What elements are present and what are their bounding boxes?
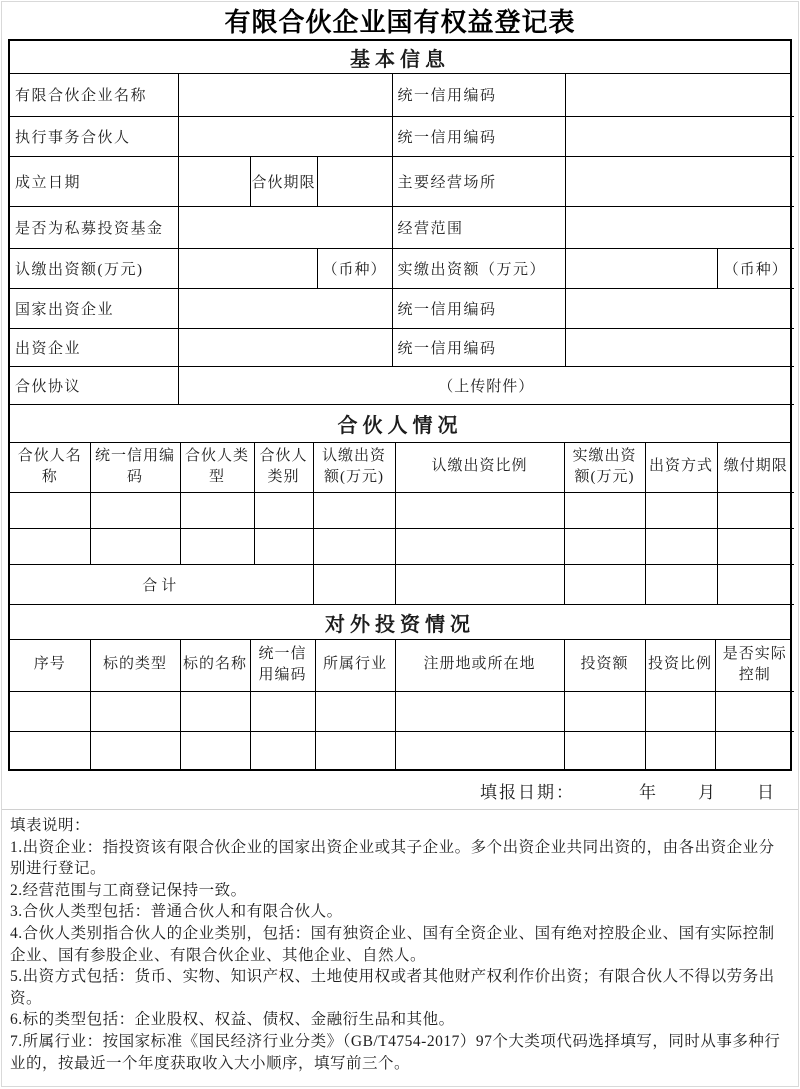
investment-industry-header: 所属行业 (315, 640, 395, 691)
partner-row (10, 529, 794, 565)
credit-code-label: 统一信用编码 (392, 116, 565, 156)
partner-total-cell[interactable] (395, 565, 564, 605)
investment-seq-header: 序号 (10, 640, 90, 691)
executive-credit-code-field[interactable] (565, 116, 794, 156)
company-name-label: 有限合伙企业名称 (10, 74, 178, 116)
section-investments-title: 对外投资情况 (10, 605, 790, 640)
investment-cell[interactable] (180, 691, 250, 731)
paid-capital-label: 实缴出资额（万元） (392, 248, 565, 288)
partner-cell[interactable] (254, 493, 313, 529)
paid-currency-label: （币种） (717, 248, 794, 288)
investment-cell[interactable] (564, 691, 645, 731)
instruction-item: 3.合伙人类型包括：普通合伙人和有限合伙人。 (10, 903, 343, 921)
subscribed-currency-label: （币种） (317, 248, 392, 288)
registration-form (8, 39, 792, 771)
page-title: 有限合伙企业国有权益登记表 (224, 8, 576, 37)
partner-total-cell[interactable] (313, 565, 395, 605)
investment-cell[interactable] (564, 731, 645, 769)
investment-cell[interactable] (90, 691, 180, 731)
filling-instructions (2, 810, 798, 1080)
credit-code-label: 统一信用编码 (392, 328, 565, 366)
is-private-fund-label: 是否为私募投资基金 (10, 206, 178, 248)
partner-type-header: 合伙人类型 (180, 443, 254, 493)
upload-attachment-field[interactable]: （上传附件） (178, 366, 794, 404)
partner-cell[interactable] (395, 529, 564, 565)
partner-total-cell[interactable] (645, 565, 717, 605)
month-label[interactable]: 月 (698, 782, 717, 802)
partner-cell[interactable] (180, 529, 254, 565)
investment-target-name-header: 标的名称 (180, 640, 250, 691)
executive-partner-label: 执行事务合伙人 (10, 116, 178, 156)
partners-total-row (10, 565, 794, 605)
establish-date-field[interactable] (178, 156, 250, 206)
partnership-term-field[interactable] (317, 156, 392, 206)
partner-cell[interactable] (313, 493, 395, 529)
partner-category-header: 合伙人类别 (254, 443, 313, 493)
partner-cell[interactable] (645, 493, 717, 529)
state-funded-enterprise-label: 国家出资企业 (10, 288, 178, 328)
partner-cell[interactable] (254, 529, 313, 565)
instruction-item: 1.出资企业：指投资该有限合伙企业的国家出资企业或其子企业。多个出资企业共同出资的，由各出资企业分别进行登记。 (10, 838, 775, 878)
investment-cell[interactable] (10, 691, 90, 731)
main-place-label: 主要经营场所 (392, 156, 565, 206)
investment-cell[interactable] (395, 731, 564, 769)
partner-cell[interactable] (395, 493, 564, 529)
investment-row (10, 691, 794, 731)
business-scope-label: 经营范围 (392, 206, 565, 248)
instruction-item: 6.标的类型包括：企业股权、权益、债权、金融衍生品和其他。 (10, 1011, 455, 1029)
partners-header-row (10, 443, 794, 493)
row-establish-date (10, 156, 794, 206)
investor-credit-code-field[interactable] (565, 328, 794, 366)
year-label[interactable]: 年 (639, 782, 658, 802)
day-label[interactable]: 日 (757, 782, 776, 802)
investment-cell[interactable] (180, 731, 250, 769)
investment-location-header: 注册地或所在地 (395, 640, 564, 691)
business-scope-field[interactable] (565, 206, 794, 248)
partner-subscribed-ratio-header: 认缴出资比例 (395, 443, 564, 493)
investment-cell[interactable] (90, 731, 180, 769)
partner-total-cell[interactable] (717, 565, 794, 605)
investment-cell[interactable] (395, 691, 564, 731)
establish-date-label: 成立日期 (10, 156, 178, 206)
partner-cell[interactable] (180, 493, 254, 529)
main-place-field[interactable] (565, 156, 794, 206)
section-basic-info-title: 基本信息 (10, 41, 790, 74)
is-private-fund-field[interactable] (178, 206, 392, 248)
partner-cell[interactable] (717, 529, 794, 565)
row-executive-partner (10, 116, 794, 156)
partner-subscribed-header: 认缴出资额(万元) (313, 443, 395, 493)
credit-code-label: 统一信用编码 (392, 74, 565, 116)
investment-cell[interactable] (315, 691, 395, 731)
partners-table (10, 443, 794, 606)
instruction-item: 5.出资方式包括：货币、实物、知识产权、土地使用权或者其他财产权利作价出资；有限合伙人不得以劳务出资。 (10, 968, 775, 1007)
row-private-fund (10, 206, 794, 248)
investments-table (10, 640, 794, 769)
partner-cell[interactable] (90, 493, 180, 529)
investment-cell[interactable] (315, 731, 395, 769)
investment-credit-code-header: 统一信用编码 (250, 640, 315, 691)
row-state-funded (10, 288, 794, 328)
investment-row (10, 731, 794, 769)
investment-cell[interactable] (715, 691, 794, 731)
instruction-item: 2.经营范围与工商登记保持一致。 (10, 881, 247, 899)
investment-target-type-header: 标的类型 (90, 640, 180, 691)
instructions-title: 填表说明： (10, 817, 91, 834)
investment-amount-header: 投资额 (564, 640, 645, 691)
investor-enterprise-field[interactable] (178, 328, 392, 366)
filing-date-label: 填报日期： (480, 782, 575, 802)
partner-paid-header: 实缴出资额(万元) (564, 443, 645, 493)
form-page (1, 1, 799, 1087)
investments-header-row (10, 640, 794, 691)
partner-cell[interactable] (90, 529, 180, 565)
partner-cell[interactable] (717, 493, 794, 529)
state-funded-credit-code-field[interactable] (565, 288, 794, 328)
partners-total-label: 合计 (10, 565, 313, 605)
investor-enterprise-label: 出资企业 (10, 328, 178, 366)
partnership-term-label: 合伙期限 (250, 156, 317, 206)
partnership-agreement-label: 合伙协议 (10, 366, 178, 404)
partner-credit-code-header: 统一信用编码 (90, 443, 180, 493)
basic-info-table (10, 74, 794, 405)
partner-total-cell[interactable] (564, 565, 645, 605)
row-company-name (10, 74, 794, 116)
partner-cell[interactable] (10, 529, 90, 565)
row-investor-enterprise (10, 328, 794, 366)
company-name-field[interactable] (178, 74, 392, 116)
investment-cell[interactable] (645, 731, 715, 769)
paid-capital-field[interactable] (565, 248, 717, 288)
partner-payment-term-header: 缴付期限 (717, 443, 794, 493)
partner-cell[interactable] (313, 529, 395, 565)
instruction-item: 7.所属行业：按国家标准《国民经济行业分类》（GB/T4754-2017）97个大类项代码选择填写，同时从事多种行业的，按最近一个年度获取收入大小顺序，填写前三个。 (10, 1032, 781, 1072)
investment-actual-control-header: 是否实际控制 (715, 640, 794, 691)
instruction-item: 4.合伙人类别指合伙人的企业类别，包括：国有独资企业、国有全资企业、国有绝对控股企业、国有实际控制企业、国有参股企业、有限合伙企业、其他企业、自然人。 (10, 924, 775, 964)
section-partners-title: 合伙人情况 (10, 405, 790, 443)
state-funded-enterprise-field[interactable] (178, 288, 392, 328)
credit-code-label: 统一信用编码 (392, 288, 565, 328)
investment-cell[interactable] (250, 731, 315, 769)
investment-cell[interactable] (715, 731, 794, 769)
investment-ratio-header: 投资比例 (645, 640, 715, 691)
partner-cell[interactable] (645, 529, 717, 565)
credit-code-field[interactable] (565, 74, 794, 116)
investment-cell[interactable] (250, 691, 315, 731)
investment-cell[interactable] (645, 691, 715, 731)
partner-cell[interactable] (564, 493, 645, 529)
filing-date-row (2, 771, 798, 810)
partner-cell[interactable] (10, 493, 90, 529)
row-agreement (10, 366, 794, 404)
row-capital (10, 248, 794, 288)
partner-cell[interactable] (564, 529, 645, 565)
executive-partner-field[interactable] (178, 116, 392, 156)
partner-name-header: 合伙人名称 (10, 443, 90, 493)
subscribed-capital-field[interactable] (178, 248, 317, 288)
investment-cell[interactable] (10, 731, 90, 769)
subscribed-capital-label: 认缴出资额(万元) (10, 248, 178, 288)
partner-row (10, 493, 794, 529)
partner-contribution-method-header: 出资方式 (645, 443, 717, 493)
